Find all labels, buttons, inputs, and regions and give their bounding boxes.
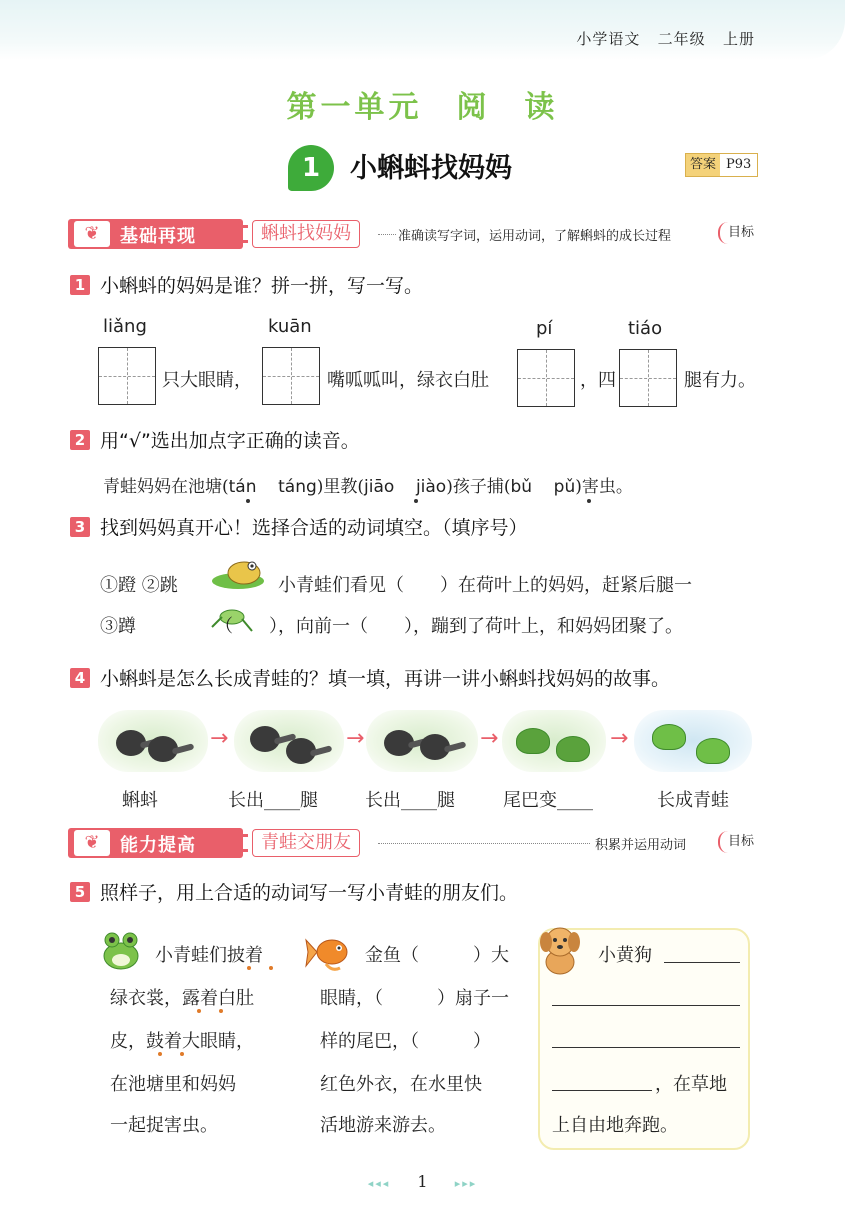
writing-box[interactable] <box>619 349 677 407</box>
answer-page: P93 <box>720 154 757 176</box>
writing-box[interactable] <box>98 347 156 405</box>
section-tag: ❦ 能力提高 <box>68 828 243 858</box>
section-subtitle: 蝌蚪找妈妈 <box>252 220 360 248</box>
book-icon: ❦ <box>74 830 110 856</box>
pinyin-option[interactable]: bǔ <box>510 477 533 497</box>
pinyin-option[interactable]: jiāo <box>364 477 395 497</box>
verb-options: ①蹬 ②跳 <box>100 575 178 596</box>
answer-label: 答案 <box>686 154 720 176</box>
verb-options: ③蹲 <box>100 616 136 637</box>
goldfish-icon <box>304 928 354 974</box>
lesson-title: 小蝌蚪找妈妈 <box>350 153 512 184</box>
decor-left: ◂◂◂ <box>367 1177 391 1190</box>
fill-sentence: （ ），向前一（ ），蹦到了荷叶上，和妈妈团聚了。 <box>215 616 683 637</box>
question-number: 2 <box>70 430 90 450</box>
answer-line[interactable] <box>664 962 740 963</box>
writing-box[interactable] <box>262 347 320 405</box>
question-number: 3 <box>70 517 90 537</box>
stage-label: 长出____腿 <box>365 790 455 811</box>
answer-line[interactable] <box>552 1090 652 1091</box>
book-icon: ❦ <box>74 221 110 247</box>
section-improve-bar <box>68 828 758 860</box>
stage-image <box>366 710 478 772</box>
page-footer <box>0 1172 845 1191</box>
unit-title: 第一单元 阅 读 <box>286 90 559 125</box>
goal-mark: 目标 <box>718 831 758 853</box>
stage-image <box>234 710 344 772</box>
stage-label: 长成青蛙 <box>657 790 729 811</box>
question-text: 小蝌蚪是怎么长成青蛙的？填一填，再讲一讲小蝌蚪找妈妈的故事。 <box>100 668 671 690</box>
lesson-number-badge: 1 <box>288 145 334 191</box>
stage-label: 长出____腿 <box>228 790 318 811</box>
question-number: 1 <box>70 275 90 295</box>
emphasis-dot <box>246 499 250 503</box>
fill-sentence: 小青蛙们看见（ ）在荷叶上的妈妈，赶紧后腿一 <box>278 575 692 596</box>
arrow-icon: → <box>480 726 499 751</box>
stage-image <box>502 710 606 772</box>
question-number: 5 <box>70 882 90 902</box>
stage-image <box>634 710 752 772</box>
pinyin: liǎng <box>103 316 147 337</box>
pinyin-option[interactable]: táng <box>278 477 317 497</box>
question-text: 用“√”选出加点字正确的读音。 <box>100 430 360 452</box>
section-tag: ❦ 基础再现 <box>68 219 243 249</box>
goal-mark: 目标 <box>718 222 758 244</box>
answer-line[interactable] <box>552 1005 740 1006</box>
question-text: 找到妈妈真开心！选择合适的动词填空。（填序号） <box>100 517 528 539</box>
pinyin: pí <box>536 318 553 339</box>
section-goal: 积累并运用动词 <box>595 838 687 853</box>
stage-image <box>98 710 208 772</box>
emphasis-dot <box>414 499 418 503</box>
stage-label: 尾巴变____ <box>503 790 593 811</box>
section-subtitle: 青蛙交朋友 <box>252 829 360 857</box>
section-goal: 准确读写字词，运用动词，了解蝌蚪的成长过程 <box>398 229 672 244</box>
page-number: 1 <box>417 1172 428 1191</box>
decor-right: ▸▸▸ <box>454 1177 478 1190</box>
question-text: 照样子，用上合适的动词写一写小青蛙的朋友们。 <box>100 882 519 904</box>
arrow-icon: → <box>210 726 229 751</box>
frog-icon <box>100 928 142 972</box>
arrow-icon: → <box>610 726 629 751</box>
pinyin: tiáo <box>628 318 663 339</box>
question-number: 4 <box>70 668 90 688</box>
stage-label: 蝌蚪 <box>122 790 158 811</box>
writing-box[interactable] <box>517 349 575 407</box>
pronunciation-sentence: 青蛙妈妈在池塘(tán táng)里教(jiāo jiào)孩子捕(bǔ pǔ)害虫。 <box>103 477 633 497</box>
question-text: 小蝌蚪的妈妈是谁？拼一拼，写一写。 <box>100 275 424 297</box>
answer-reference <box>685 153 758 177</box>
pinyin: kuān <box>268 316 312 337</box>
emphasis-dot <box>587 499 591 503</box>
puppy-icon <box>532 922 588 978</box>
pinyin-option[interactable]: jiào <box>415 477 447 497</box>
section-basic-bar <box>68 219 758 251</box>
answer-line[interactable] <box>552 1047 740 1048</box>
pinyin-option[interactable]: tán <box>228 477 257 497</box>
tadpole-illustration <box>98 710 753 776</box>
pinyin-option[interactable]: pǔ <box>553 477 576 497</box>
header-info: 小学语文 二年级 上册 <box>576 30 755 48</box>
arrow-icon: → <box>346 726 365 751</box>
